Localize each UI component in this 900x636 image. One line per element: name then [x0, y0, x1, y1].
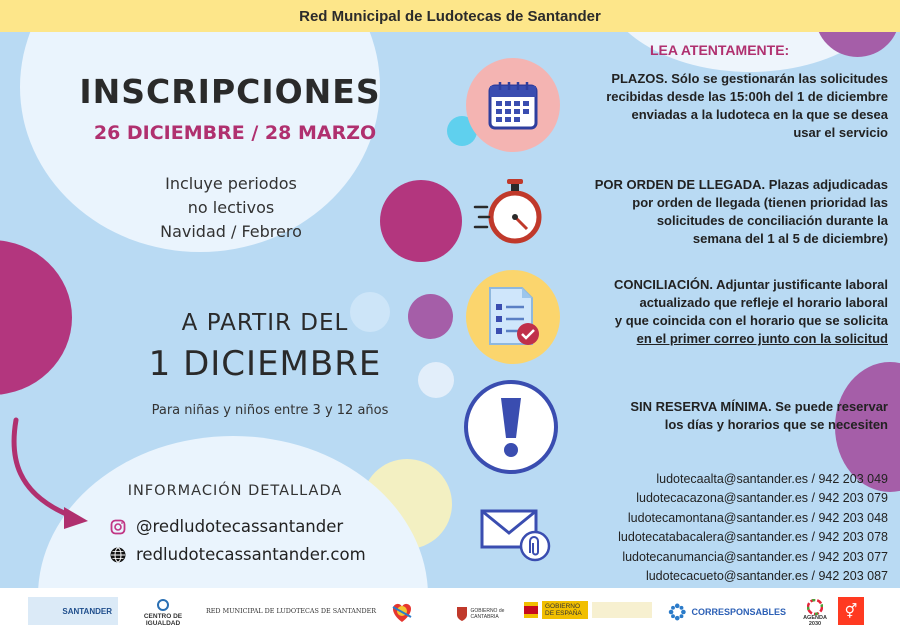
sdg-wheel-icon	[807, 599, 823, 615]
conciliation-line-1: CONCILIACIÓN. Adjuntar justificante laboral	[614, 277, 888, 292]
from-label: A PARTIR DEL	[181, 310, 349, 336]
contact-cazona[interactable]: ludotecacazona@santander.es / 942 203 079	[636, 491, 888, 506]
gender-equality-symbol-icon: ⚥	[844, 602, 858, 619]
ministry-label	[592, 602, 652, 618]
agenda-2030-logo: AGENDA 2030	[800, 597, 830, 629]
corresponsables-logo: CORRESPONSABLES	[668, 597, 786, 627]
heart-icon	[389, 599, 415, 625]
cantabria-shield-icon	[456, 606, 468, 622]
stopwatch-icon	[471, 173, 551, 253]
exclamation-icon	[496, 394, 526, 460]
deadline-line-3: enviadas a la ludoteca en la que se desea	[631, 107, 888, 122]
document-icon-circle	[466, 270, 560, 364]
deadline-line-4: usar el servicio	[793, 125, 888, 140]
conciliation-text	[558, 276, 888, 348]
page-title: INSCRIPCIONES	[79, 72, 381, 111]
contact-tabacalera[interactable]: ludotecatabacalera@santander.es / 942 203 078	[618, 530, 888, 545]
order-line-1: POR ORDEN DE LLEGADA. Plazas adjudicadas	[594, 177, 888, 192]
calendar-icon-circle	[466, 58, 560, 152]
email-envelope-icon	[478, 505, 552, 563]
conciliation-line-3: y que coincida con el horario que se solicita	[614, 313, 888, 328]
from-date: 1 DICIEMBRE	[148, 344, 382, 384]
order-of-arrival-text	[558, 176, 888, 248]
bubble-magenta-center	[380, 180, 462, 262]
globe-icon	[110, 547, 126, 563]
contact-cueto[interactable]: ludotecacueto@santander.es / 942 203 087	[645, 569, 888, 584]
centro-igualdad-logo: CENTRO DE IGUALDAD	[143, 597, 183, 629]
header-bar	[0, 0, 900, 32]
order-line-4: semana del 1 al 5 de diciembre)	[692, 231, 888, 246]
calendar-icon	[484, 76, 542, 134]
no-minimum-text	[558, 398, 888, 434]
santander-ciudad-logo: SANTANDER	[28, 597, 118, 625]
order-line-2: por orden de llegada (tienen prioridad las	[632, 195, 888, 210]
gobierno-espana-logo: GOBIERNO DE ESPAÑA	[518, 597, 658, 623]
registration-dates: 26 DICIEMBRE / 28 MARZO	[93, 122, 377, 144]
igualdad-mark-icon	[157, 599, 169, 611]
deadline-line-1: PLAZOS. Sólo se gestionarán las solicitudes	[611, 71, 888, 86]
checklist-document-icon	[482, 284, 544, 350]
red-ludotecas-logo: RED MUNICIPAL DE LUDOTECAS DE SANTANDER	[205, 607, 377, 615]
exclamation-icon-circle	[464, 380, 558, 474]
spain-flag-icon	[524, 602, 538, 618]
sdg-goal-5-icon	[838, 597, 864, 625]
gobierno-cantabria-logo: GOBIERNO de CANTABRIA	[452, 597, 510, 631]
website-row[interactable]	[110, 545, 366, 564]
includes-line-3: Navidad / Febrero	[160, 222, 302, 241]
stopwatch-icon-circle	[464, 166, 558, 260]
info-title: INFORMACIÓN DETALLADA	[127, 483, 343, 499]
instagram-handle[interactable]: @redludotecassantander	[136, 517, 344, 536]
deadline-line-2: recibidas desde las 15:00h del 1 de diciembre	[606, 89, 888, 104]
includes-line-2: no lectivos	[187, 198, 275, 217]
deadline-text	[558, 70, 888, 142]
instagram-row[interactable]	[110, 517, 343, 536]
includes-line-1: Incluye periodos	[165, 174, 297, 193]
age-range: Para niñas y niños entre 3 y 12 años	[151, 403, 389, 418]
corresponsables-star-icon	[668, 600, 686, 624]
contact-numancia[interactable]: ludotecanumancia@santander.es / 942 203 077	[622, 549, 888, 564]
contact-alta[interactable]: ludotecaalta@santander.es / 942 203 049	[656, 472, 888, 486]
conciliation-line-4: en el primer correo junto con la solicitud	[636, 331, 888, 346]
header-title: Red Municipal de Ludotecas de Santander	[299, 7, 601, 25]
bubble-magenta-left	[0, 240, 72, 395]
contact-list	[558, 470, 888, 586]
instagram-icon	[110, 519, 126, 535]
website-link[interactable]: redludotecassantander.com	[136, 545, 366, 564]
read-carefully-heading: LEA ATENTAMENTE:	[650, 42, 790, 58]
order-line-3: solicitudes de conciliación durante la	[656, 213, 888, 228]
includes-periods	[120, 172, 342, 244]
no-minimum-line-2: los días y horarios que se necesiten	[664, 417, 888, 432]
contact-montana[interactable]: ludotecamontana@santander.es / 942 203 048	[627, 510, 888, 525]
no-minimum-line-1: SIN RESERVA MÍNIMA. Se puede reservar	[630, 399, 888, 414]
curved-arrow-icon	[4, 415, 104, 530]
conciliation-line-2: actualizado que refleje el horario laboral	[639, 295, 888, 310]
heart-logo	[388, 597, 416, 627]
